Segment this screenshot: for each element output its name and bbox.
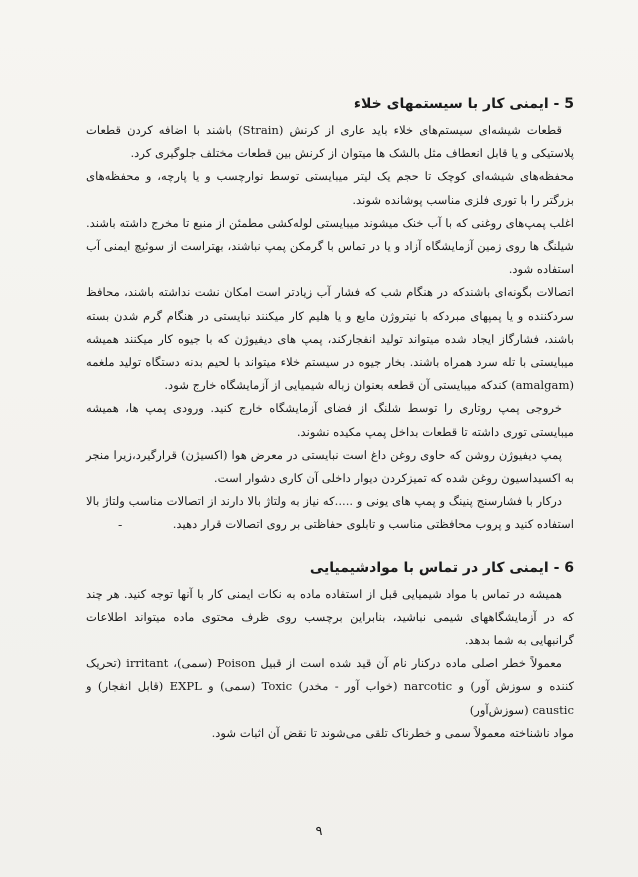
section-5-paragraph-3: اغلب پمپ‌های روغنی که با آب خنک میشوند میبایستی لوله‌کشی مطمئن از منبع تا مخرج داشته باشند. شیلنگ ها روی زمین آزمایشگاه آزاد و یا در تماس با گرمکن پمپ نباشند، بهتراست از سوئیچ ایمنی آب استفاده شود. (86, 215, 574, 277)
margin-mark: - (118, 518, 123, 532)
section-6-paragraph-1: همیشه در تماس با مواد شیمیایی قبل از استفاده ماده به نکات ایمنی کار با آنها توجه کنید. هر چند که در آزمایشگاههای شیمی نباشید، بنابراین برچسب روی ظرف محتوی ماده میتواند اطلاعات گرانبهایی به شما بدهد. (86, 586, 574, 648)
section-5-paragraph-5: خروجی پمپ روتاری را توسط شلنگ از فضای آزمایشگاه خارج کنید. ورودی پمپ ها، همیشه میبایستی توری داشته تا قطعات بداخل پمپ مکیده نشوند. (86, 401, 574, 439)
section-5-paragraph-7: درکار با فشارسنج پنینگ و پمپ های یونی و .....که نیاز به ولتاژ بالا دارند از اتصالات مناسب ولتاژ بالا استفاده کنید و پروب محافظتی مناسب و تابلوی حفاظتی بر روی اتصالات قرار دهید. (86, 494, 574, 532)
section-6-paragraph-2: معمولاً خطر اصلی ماده درکنار نام آن قید شده است از قبیل Poison (سمی)، irritant (تحریک کننده و سوزش آور) و narcotic (خواب آور - مخدر) Toxic (سمی) و EXPL (قابل انفجار) و caustic (سوزش‌آور) (86, 656, 574, 717)
section-5-paragraph-6: پمپ دیفیوژن روشن که حاوی روغن داغ است نبایستی در معرض هوا (اکسیژن) قرارگیرد،زیرا منجر به اکسیداسیون روغن شده که تمیزکردن دیوار داخلی آن کاری دشوار است. (86, 447, 574, 486)
section-5-heading: 5 - ایمنی کار با سیستمهای خلاء (353, 96, 574, 112)
section-5-paragraph-4: اتصالات بگونه‌ای باشندکه در هنگام شب که فشار آب زیادتر است امکان نشت نداشته باشند، محافظ سردکننده و یا پمپهای مبردکه با نیتروژن مایع و یا هلیم کار میکنند نبایستی در هنگام گرم شدن بسته باشند، فشارگاز ایجاد شده میتواند تولید انفجارکند، پمپ های دیفیوژن که با جیوه کار میکنند همیشه میبایستی با تله سرد همراه باشند. بخار جیوه در سیستم خلاء میتواند با لحیم بدنه دستگاه تولید ملغمه (amalgam) کندکه میبایستی آن قطعه بعنوان زباله شیمیایی از آزمایشگاه خارج شود. (86, 285, 574, 393)
section-5-paragraph-2: محفظه‌های شیشه‌ای کوچک تا حجم یک لیتر میبایستی توسط نوارچسب و یا پارچه، و محفظه‌های بزرگتر را با توری فلزی مناسب پوشانده شوند. (86, 169, 574, 207)
section-6-paragraph-3: مواد ناشناخته معمولاً سمی و خطرناک تلقی می‌شوند تا نقض آن اثبات شود. (211, 725, 574, 740)
section-5-paragraph-1: قطعات شیشه‌ای سیستم‌های خلاء باید عاری از کرنش (Strain) باشند با اضافه کردن قطعات پلاستیکی و یا قابل انعطاف مثل بالشک ها میتوان از کرنش بین قطعات مختلف جلوگیری کرد. (86, 123, 574, 161)
page-content (86, 95, 574, 745)
page-number: ۹ (315, 824, 323, 839)
section-6-heading: 6 - ایمنی کار در تماس با موادشیمیایی (309, 559, 574, 576)
